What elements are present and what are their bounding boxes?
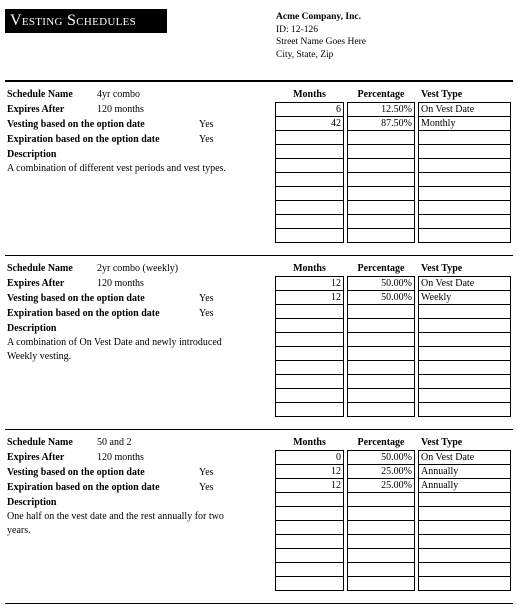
expiration-based-row bbox=[7, 306, 272, 321]
vesting-based-label: Vesting based on the option date bbox=[7, 293, 145, 304]
vest-type-cell bbox=[418, 402, 511, 417]
vest-type-cell: Monthly bbox=[418, 116, 511, 131]
months-column bbox=[275, 450, 344, 591]
schedule-name-value: 2yr combo (weekly) bbox=[97, 263, 179, 274]
company-name: Acme Company, Inc. bbox=[276, 12, 361, 22]
company-id: ID: 12-126 bbox=[276, 24, 318, 35]
months-cell bbox=[275, 186, 344, 201]
months-cell bbox=[275, 318, 344, 333]
schedule-info bbox=[7, 435, 272, 538]
vest-type-column bbox=[418, 102, 511, 243]
months-cell: 12 bbox=[275, 478, 344, 493]
months-cell bbox=[275, 360, 344, 375]
vesting-based-value: Yes bbox=[199, 467, 214, 478]
section-divider bbox=[5, 603, 513, 604]
months-cell bbox=[275, 548, 344, 563]
percentage-column bbox=[347, 276, 415, 417]
description-label-row bbox=[7, 321, 272, 336]
vest-type-cell bbox=[418, 200, 511, 215]
column-header-months: Months bbox=[293, 263, 326, 274]
schedule-info bbox=[7, 87, 272, 176]
percentage-cell bbox=[347, 506, 415, 521]
vest-type-cell bbox=[418, 548, 511, 563]
vest-type-cell bbox=[418, 304, 511, 319]
vesting-based-row bbox=[7, 291, 272, 306]
expiration-based-value: Yes bbox=[199, 308, 214, 319]
column-header-months: Months bbox=[293, 89, 326, 100]
expires-after-row bbox=[7, 276, 272, 291]
vest-type-cell bbox=[418, 332, 511, 347]
description-label-row bbox=[7, 495, 272, 510]
percentage-cell bbox=[347, 186, 415, 201]
months-column bbox=[275, 102, 344, 243]
vest-type-cell bbox=[418, 158, 511, 173]
vest-type-cell bbox=[418, 144, 511, 159]
months-cell: 42 bbox=[275, 116, 344, 131]
percentage-cell bbox=[347, 200, 415, 215]
percentage-cell: 12.50% bbox=[347, 102, 415, 117]
page-title: Vesting Schedules bbox=[5, 9, 167, 33]
months-cell bbox=[275, 492, 344, 507]
months-cell bbox=[275, 346, 344, 361]
vest-type-cell: On Vest Date bbox=[418, 450, 511, 465]
column-header-vest-type: Vest Type bbox=[421, 89, 463, 100]
months-cell bbox=[275, 562, 344, 577]
months-cell bbox=[275, 158, 344, 173]
percentage-column bbox=[347, 450, 415, 591]
percentage-cell: 50.00% bbox=[347, 290, 415, 305]
months-cell: 12 bbox=[275, 290, 344, 305]
vest-type-cell bbox=[418, 374, 511, 389]
expires-after-label: Expires After bbox=[7, 104, 65, 115]
vesting-based-label: Vesting based on the option date bbox=[7, 467, 145, 478]
company-city: City, State, Zip bbox=[276, 49, 334, 60]
vest-type-cell: Weekly bbox=[418, 290, 511, 305]
column-header-percentage: Percentage bbox=[357, 263, 405, 274]
percentage-column bbox=[347, 102, 415, 243]
percentage-cell bbox=[347, 374, 415, 389]
months-cell bbox=[275, 374, 344, 389]
percentage-cell bbox=[347, 158, 415, 173]
schedule-name-label: Schedule Name bbox=[7, 437, 73, 448]
vest-type-column bbox=[418, 276, 511, 417]
vesting-based-row bbox=[7, 117, 272, 132]
column-header-percentage: Percentage bbox=[357, 89, 405, 100]
expires-after-row bbox=[7, 102, 272, 117]
company-street: Street Name Goes Here bbox=[276, 37, 366, 47]
schedule-section bbox=[0, 256, 518, 430]
months-cell bbox=[275, 228, 344, 243]
months-cell bbox=[275, 214, 344, 229]
vest-type-cell bbox=[418, 214, 511, 229]
vest-type-cell bbox=[418, 520, 511, 535]
percentage-cell bbox=[347, 562, 415, 577]
months-cell bbox=[275, 172, 344, 187]
schedule-name-value: 4yr combo bbox=[97, 89, 141, 100]
vest-type-cell bbox=[418, 228, 511, 243]
percentage-cell bbox=[347, 534, 415, 549]
expires-after-value: 120 months bbox=[97, 278, 144, 289]
vest-type-cell bbox=[418, 562, 511, 577]
percentage-cell bbox=[347, 214, 415, 229]
company-address-block bbox=[276, 11, 366, 61]
vest-type-cell: On Vest Date bbox=[418, 102, 511, 117]
percentage-cell bbox=[347, 346, 415, 361]
months-cell bbox=[275, 130, 344, 145]
percentage-cell bbox=[347, 360, 415, 375]
description-label: Description bbox=[7, 323, 57, 334]
percentage-cell bbox=[347, 520, 415, 535]
vest-type-cell bbox=[418, 130, 511, 145]
column-header-percentage: Percentage bbox=[357, 437, 405, 448]
column-header-months: Months bbox=[293, 437, 326, 448]
column-header-vest-type: Vest Type bbox=[421, 437, 463, 448]
expires-after-label: Expires After bbox=[7, 278, 65, 289]
description-text: One half on the vest date and the rest annually for two years. bbox=[7, 511, 224, 536]
percentage-cell bbox=[347, 318, 415, 333]
vest-type-cell bbox=[418, 534, 511, 549]
description-text: A combination of On Vest Date and newly introduced Weekly vesting. bbox=[7, 337, 222, 362]
vest-type-cell: Annually bbox=[418, 464, 511, 479]
vest-type-cell: On Vest Date bbox=[418, 276, 511, 291]
percentage-cell bbox=[347, 172, 415, 187]
percentage-cell bbox=[347, 130, 415, 145]
vest-type-cell bbox=[418, 576, 511, 591]
schedule-section bbox=[0, 82, 518, 256]
schedule-name-value: 50 and 2 bbox=[97, 437, 132, 448]
percentage-cell bbox=[347, 548, 415, 563]
description-label-row bbox=[7, 147, 272, 162]
vest-type-cell bbox=[418, 172, 511, 187]
percentage-cell bbox=[347, 228, 415, 243]
expires-after-label: Expires After bbox=[7, 452, 65, 463]
column-header-vest-type: Vest Type bbox=[421, 263, 463, 274]
vest-type-cell bbox=[418, 360, 511, 375]
vest-type-cell bbox=[418, 186, 511, 201]
months-cell bbox=[275, 576, 344, 591]
expires-after-value: 120 months bbox=[97, 104, 144, 115]
months-cell: 12 bbox=[275, 464, 344, 479]
schedule-name-row bbox=[7, 261, 272, 276]
schedule-info bbox=[7, 261, 272, 364]
months-cell: 12 bbox=[275, 276, 344, 291]
months-cell bbox=[275, 304, 344, 319]
percentage-cell bbox=[347, 388, 415, 403]
percentage-cell: 87.50% bbox=[347, 116, 415, 131]
expiration-based-label: Expiration based on the option date bbox=[7, 308, 160, 319]
vest-type-column bbox=[418, 450, 511, 591]
schedule-name-label: Schedule Name bbox=[7, 263, 73, 274]
percentage-cell bbox=[347, 402, 415, 417]
vest-type-cell bbox=[418, 506, 511, 521]
schedule-name-row bbox=[7, 435, 272, 450]
vesting-based-value: Yes bbox=[199, 119, 214, 130]
percentage-cell: 50.00% bbox=[347, 276, 415, 291]
schedule-section bbox=[0, 430, 518, 604]
description-text: A combination of different vest periods and vest types. bbox=[7, 163, 226, 174]
expires-after-value: 120 months bbox=[97, 452, 144, 463]
months-cell: 6 bbox=[275, 102, 344, 117]
expiration-based-label: Expiration based on the option date bbox=[7, 482, 160, 493]
expiration-based-value: Yes bbox=[199, 482, 214, 493]
expires-after-row bbox=[7, 450, 272, 465]
months-cell bbox=[275, 506, 344, 521]
percentage-cell bbox=[347, 144, 415, 159]
expiration-based-row bbox=[7, 480, 272, 495]
percentage-cell bbox=[347, 576, 415, 591]
months-cell bbox=[275, 144, 344, 159]
percentage-cell: 25.00% bbox=[347, 478, 415, 493]
percentage-cell: 50.00% bbox=[347, 450, 415, 465]
vest-type-cell bbox=[418, 318, 511, 333]
expiration-based-value: Yes bbox=[199, 134, 214, 145]
months-cell bbox=[275, 332, 344, 347]
schedule-name-label: Schedule Name bbox=[7, 89, 73, 100]
months-cell bbox=[275, 534, 344, 549]
schedule-name-row bbox=[7, 87, 272, 102]
percentage-cell bbox=[347, 332, 415, 347]
vesting-based-value: Yes bbox=[199, 293, 214, 304]
expiration-based-label: Expiration based on the option date bbox=[7, 134, 160, 145]
description-label: Description bbox=[7, 497, 57, 508]
months-cell bbox=[275, 200, 344, 215]
months-column bbox=[275, 276, 344, 417]
months-cell bbox=[275, 388, 344, 403]
expiration-based-row bbox=[7, 132, 272, 147]
percentage-cell bbox=[347, 492, 415, 507]
months-cell bbox=[275, 402, 344, 417]
vesting-based-label: Vesting based on the option date bbox=[7, 119, 145, 130]
percentage-cell bbox=[347, 304, 415, 319]
percentage-cell: 25.00% bbox=[347, 464, 415, 479]
months-cell bbox=[275, 520, 344, 535]
vest-type-cell bbox=[418, 388, 511, 403]
vest-type-cell bbox=[418, 346, 511, 361]
vesting-based-row bbox=[7, 465, 272, 480]
vest-type-cell bbox=[418, 492, 511, 507]
vest-type-cell: Annually bbox=[418, 478, 511, 493]
description-label: Description bbox=[7, 149, 57, 160]
months-cell: 0 bbox=[275, 450, 344, 465]
